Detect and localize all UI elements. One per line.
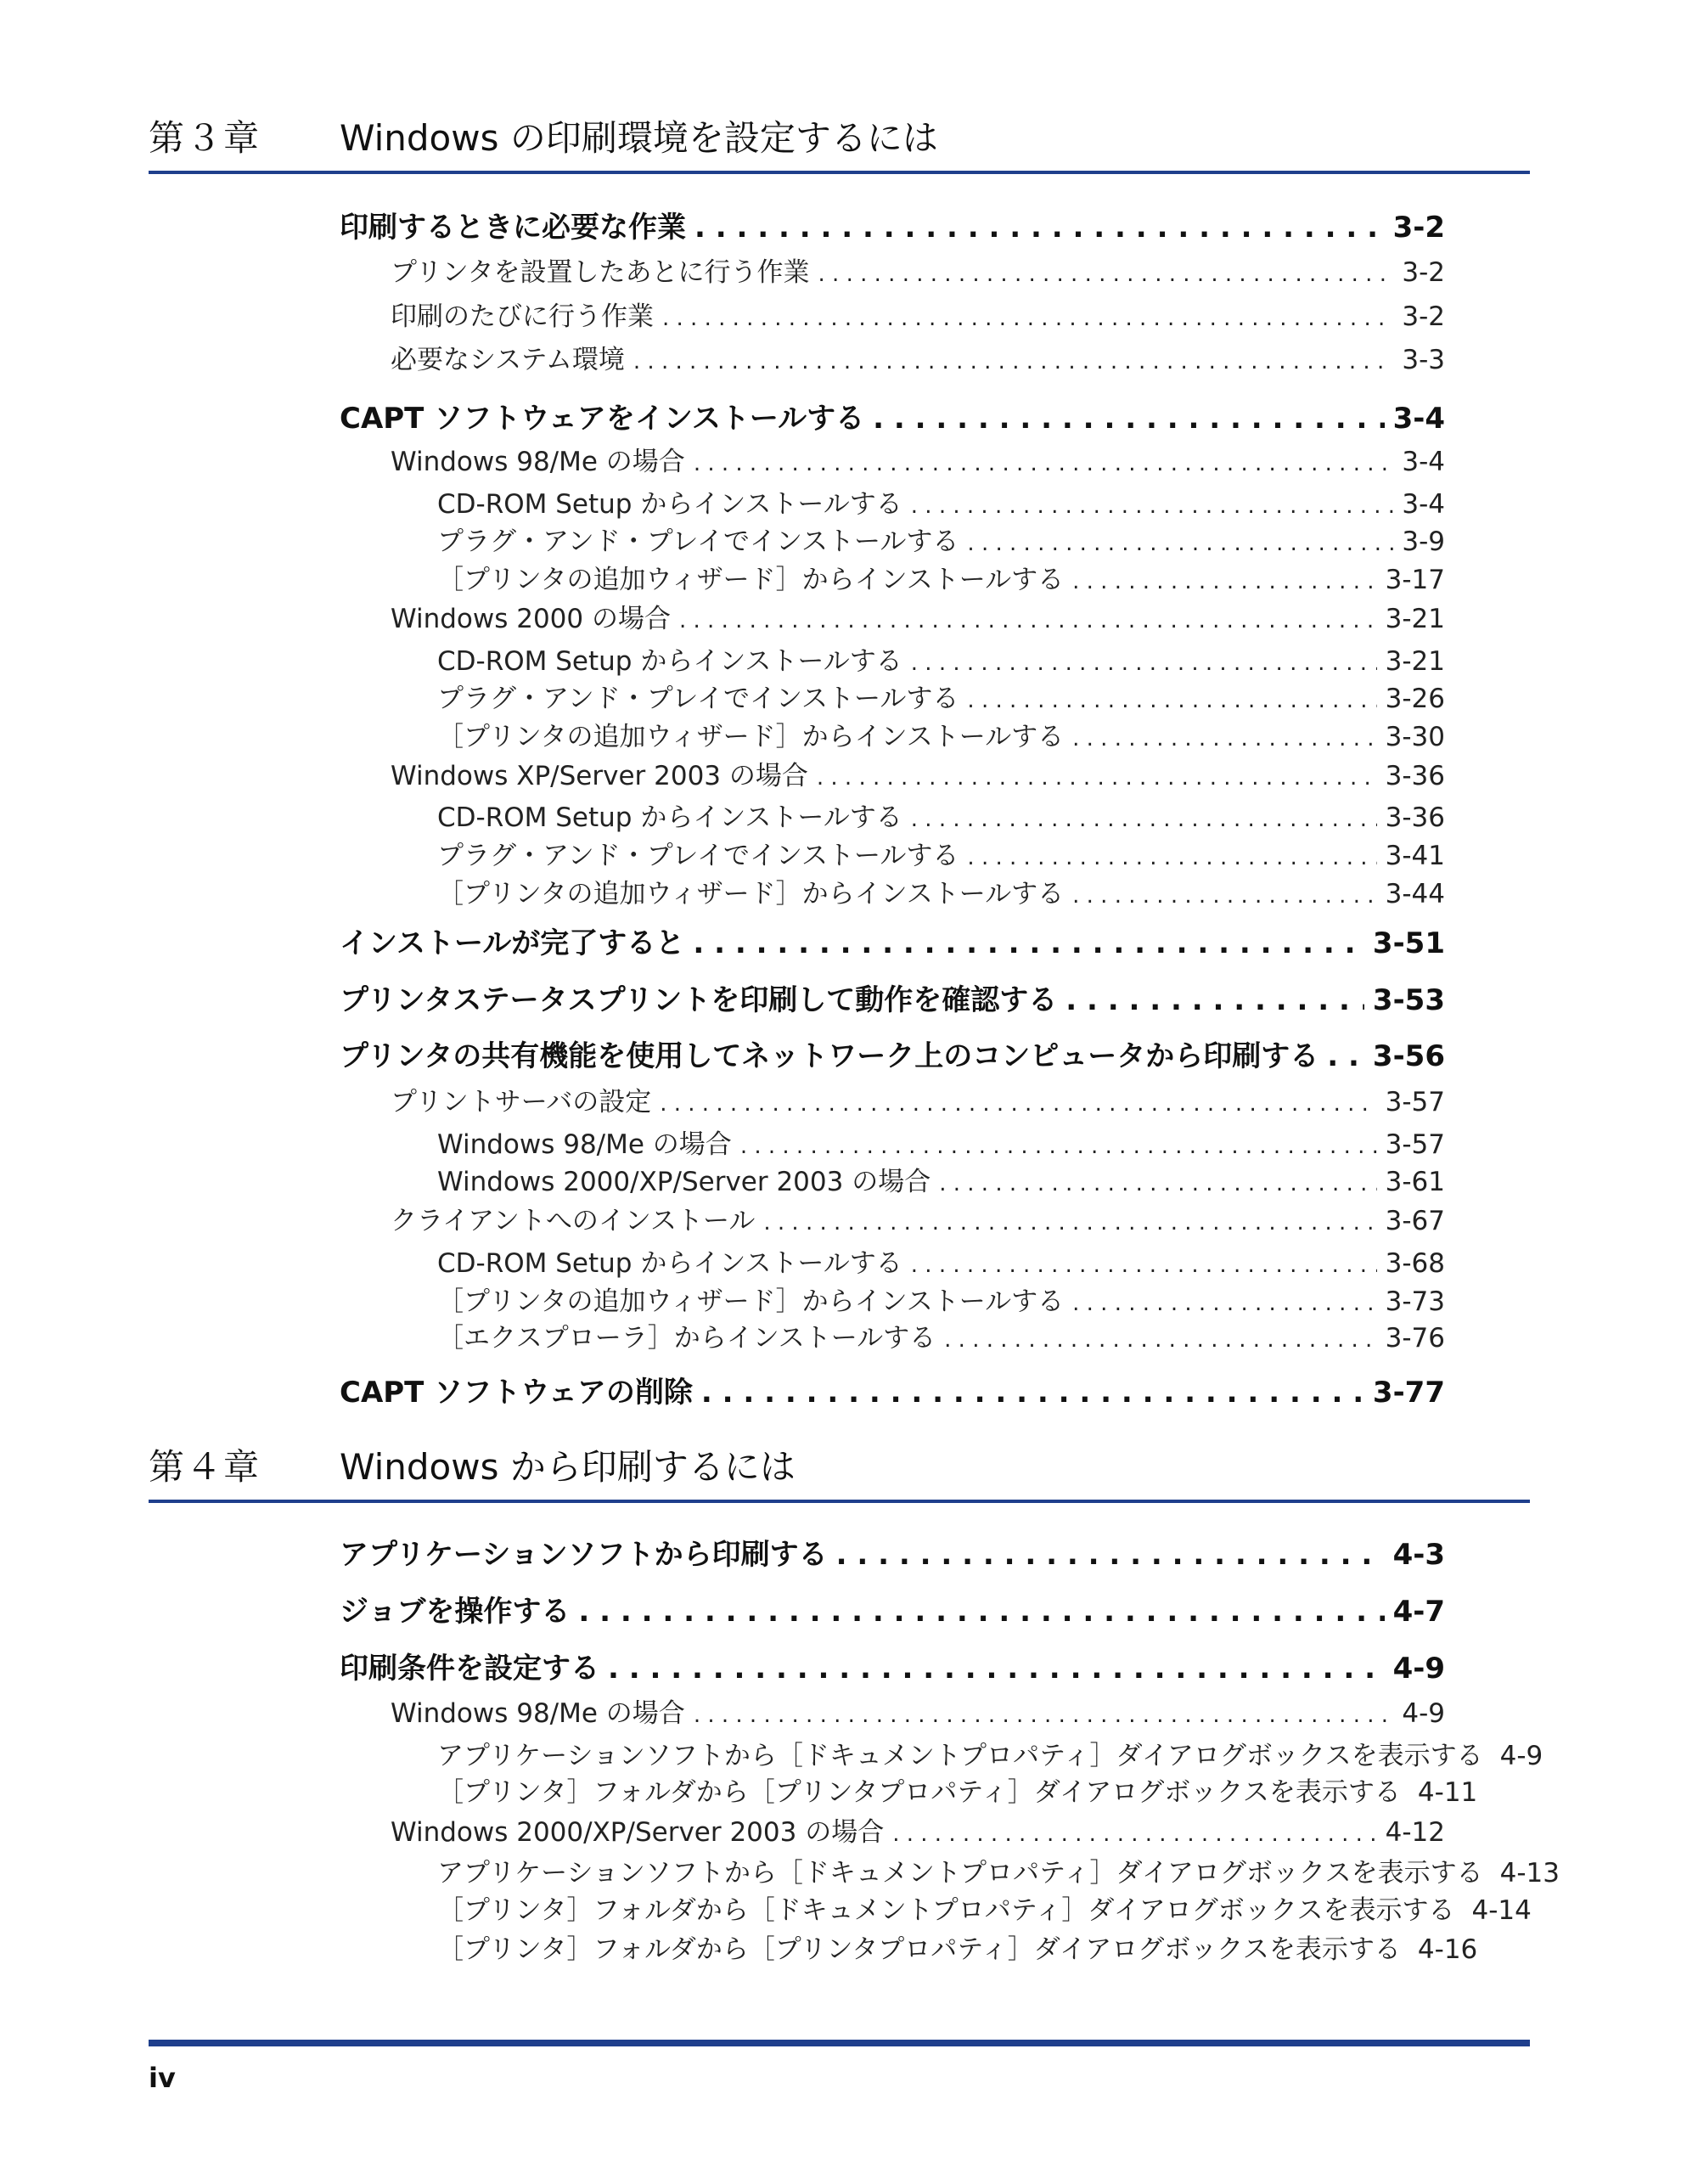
toc-entry-page: 4-16 <box>1417 1934 1478 1965</box>
toc-entry-page: 3-2 <box>1392 211 1445 245</box>
toc-entry-page: 3-2 <box>1402 257 1445 288</box>
toc-entry-title: ［プリンタの追加ウィザード］からインストールする <box>437 565 1065 595</box>
toc-entry-title: 印刷のたびに行う作業 <box>391 301 654 332</box>
toc-entry-title: CD-ROM Setup からインストールする <box>437 489 902 520</box>
toc-entry-title: プリンタステータスプリントを印刷して動作を確認する <box>340 983 1058 1017</box>
toc-entry-title: CD-ROM Setup からインストールする <box>437 1248 902 1279</box>
toc-entry-level2[interactable] <box>391 1810 1445 1846</box>
dot-leader <box>694 1703 1394 1728</box>
toc-entry-title: ［プリンタの追加ウィザード］からインストールする <box>437 1286 1065 1317</box>
toc-entry-page: 4-7 <box>1392 1595 1445 1629</box>
toc-entry-title: CAPT ソフトウェアの削除 <box>340 1376 693 1410</box>
toc-entry-page: 3-36 <box>1385 802 1445 833</box>
chapter-4-title: Windows から印刷するには <box>340 1446 796 1488</box>
toc-entry-page: 3-21 <box>1385 646 1445 677</box>
toc-entry-page: 3-51 <box>1372 926 1445 960</box>
toc-entry-page: 3-4 <box>1402 447 1445 477</box>
chapter-4-toc <box>340 0 1560 2184</box>
toc-entry-page: 3-57 <box>1385 1087 1445 1117</box>
toc-entry-page: 4-14 <box>1471 1895 1532 1926</box>
toc-entry-page: 3-77 <box>1372 1376 1445 1410</box>
toc-entry-title: Windows 2000/XP/Server 2003 の場合 <box>391 1817 885 1848</box>
toc-entry-title: CD-ROM Setup からインストールする <box>437 802 902 833</box>
toc-entry-title: インストールが完了すると <box>340 926 685 960</box>
toc-entry-page: 3-2 <box>1402 301 1445 332</box>
toc-entry-page: 3-17 <box>1385 565 1445 595</box>
toc-entry-title: ［エクスプローラ］からインストールする <box>437 1323 936 1354</box>
toc-entry-title: プラグ・アンド・プレイでインストールする <box>437 526 959 557</box>
toc-entry-level3[interactable] <box>437 1770 1478 1808</box>
toc-entry-page: 3-61 <box>1385 1167 1445 1197</box>
toc-entry-page: 3-30 <box>1385 722 1445 752</box>
toc-entry-title: ［プリンタ］フォルダから［プリンタプロパティ］ダイアログボックスを表示する <box>437 1777 1401 1808</box>
toc-entry-title: CD-ROM Setup からインストールする <box>437 646 902 677</box>
toc-entry-title: 必要なシステム環境 <box>391 345 625 375</box>
toc-entry-title: ［プリンタ］フォルダから［プリンタプロパティ］ダイアログボックスを表示する <box>437 1934 1401 1965</box>
toc-entry-title: 印刷するときに必要な作業 <box>340 211 686 245</box>
toc-entry-title: ［プリンタの追加ウィザード］からインストールする <box>437 879 1065 909</box>
toc-entry-page: 3-56 <box>1372 1039 1445 1073</box>
toc-entry-title: Windows 98/Me の場合 <box>437 1129 732 1160</box>
page-number: iv <box>149 2062 176 2094</box>
toc-entry-page: 3-41 <box>1385 841 1445 871</box>
chapter-4-number: 第４章 <box>149 1446 261 1488</box>
toc-entry-level1[interactable] <box>340 1588 1445 1627</box>
toc-entry-page: 3-36 <box>1385 761 1445 791</box>
toc-entry-page: 3-68 <box>1385 1248 1445 1279</box>
toc-entry-page: 3-53 <box>1372 983 1445 1017</box>
toc-entry-title: アプリケーションソフトから［ドキュメントプロパティ］ダイアログボックスを表示する <box>437 1858 1483 1888</box>
toc-entry-title: ジョブを操作する <box>340 1595 571 1629</box>
toc-entry-page: 3-3 <box>1402 345 1445 375</box>
toc-entry-page: 4-9 <box>1402 1698 1445 1729</box>
dot-leader <box>836 1538 1385 1572</box>
toc-entry-page: 4-11 <box>1417 1777 1478 1808</box>
toc-entry-title: プリントサーバの設定 <box>391 1087 652 1117</box>
toc-entry-page: 4-9 <box>1499 1741 1543 1771</box>
dot-leader <box>578 1595 1384 1629</box>
toc-entry-title: Windows 98/Me の場合 <box>391 447 685 477</box>
toc-entry-level1[interactable] <box>340 1531 1445 1570</box>
toc-entry-level3[interactable] <box>437 1734 1543 1771</box>
toc-entry-title: Windows 2000 の場合 <box>391 604 671 634</box>
toc-entry-page: 4-3 <box>1392 1538 1445 1572</box>
chapter-3-number: 第３章 <box>149 117 261 159</box>
toc-entry-level1[interactable] <box>340 1645 1445 1684</box>
dot-leader <box>608 1652 1385 1686</box>
toc-entry-page: 3-21 <box>1385 604 1445 634</box>
toc-entry-title: Windows 98/Me の場合 <box>391 1698 685 1729</box>
toc-entry-title: プラグ・アンド・プレイでインストールする <box>437 684 959 714</box>
toc-entry-level3[interactable] <box>437 1888 1532 1926</box>
toc-entry-page: 4-9 <box>1392 1652 1445 1686</box>
toc-entry-title: プラグ・アンド・プレイでインストールする <box>437 841 959 871</box>
toc-entry-title: ［プリンタの追加ウィザード］からインストールする <box>437 722 1065 752</box>
toc-entry-title: ［プリンタ］フォルダから［ドキュメントプロパティ］ダイアログボックスを表示する <box>437 1895 1455 1926</box>
toc-entry-title: CAPT ソフトウェアをインストールする <box>340 402 865 436</box>
toc-entry-page: 3-4 <box>1392 402 1445 436</box>
toc-entry-title: Windows 2000/XP/Server 2003 の場合 <box>437 1167 931 1197</box>
toc-entry-level3[interactable] <box>437 1851 1560 1888</box>
toc-entry-title: Windows XP/Server 2003 の場合 <box>391 761 808 791</box>
toc-entry-level3[interactable] <box>437 1928 1478 1965</box>
toc-entry-title: プリンタの共有機能を使用してネットワーク上のコンピュータから印刷する <box>340 1039 1319 1073</box>
toc-entry-title: 印刷条件を設定する <box>340 1652 599 1686</box>
toc-entry-page: 3-4 <box>1402 489 1445 520</box>
toc-entry-title: アプリケーションソフトから［ドキュメントプロパティ］ダイアログボックスを表示する <box>437 1741 1483 1771</box>
toc-entry-page: 3-76 <box>1385 1323 1445 1354</box>
dot-leader <box>892 1821 1376 1847</box>
toc-entry-page: 3-57 <box>1385 1129 1445 1160</box>
toc-entry-page: 3-67 <box>1385 1206 1445 1236</box>
toc-entry-title: プリンタを設置したあとに行う作業 <box>391 257 810 288</box>
toc-entry-title: クライアントへのインストール <box>391 1206 756 1236</box>
toc-entry-page: 4-13 <box>1499 1858 1560 1888</box>
toc-entry-page: 4-12 <box>1385 1817 1445 1848</box>
toc-entry-page: 3-26 <box>1385 684 1445 714</box>
footer-rule <box>149 2040 1530 2046</box>
chapter-3-title: Windows の印刷環境を設定するには <box>340 117 938 159</box>
toc-entry-level2[interactable] <box>391 1691 1445 1727</box>
toc-entry-title: アプリケーションソフトから印刷する <box>340 1538 828 1572</box>
toc-entry-page: 3-9 <box>1402 526 1445 557</box>
toc-entry-page: 3-73 <box>1385 1286 1445 1317</box>
toc-entry-page: 3-44 <box>1385 879 1445 909</box>
